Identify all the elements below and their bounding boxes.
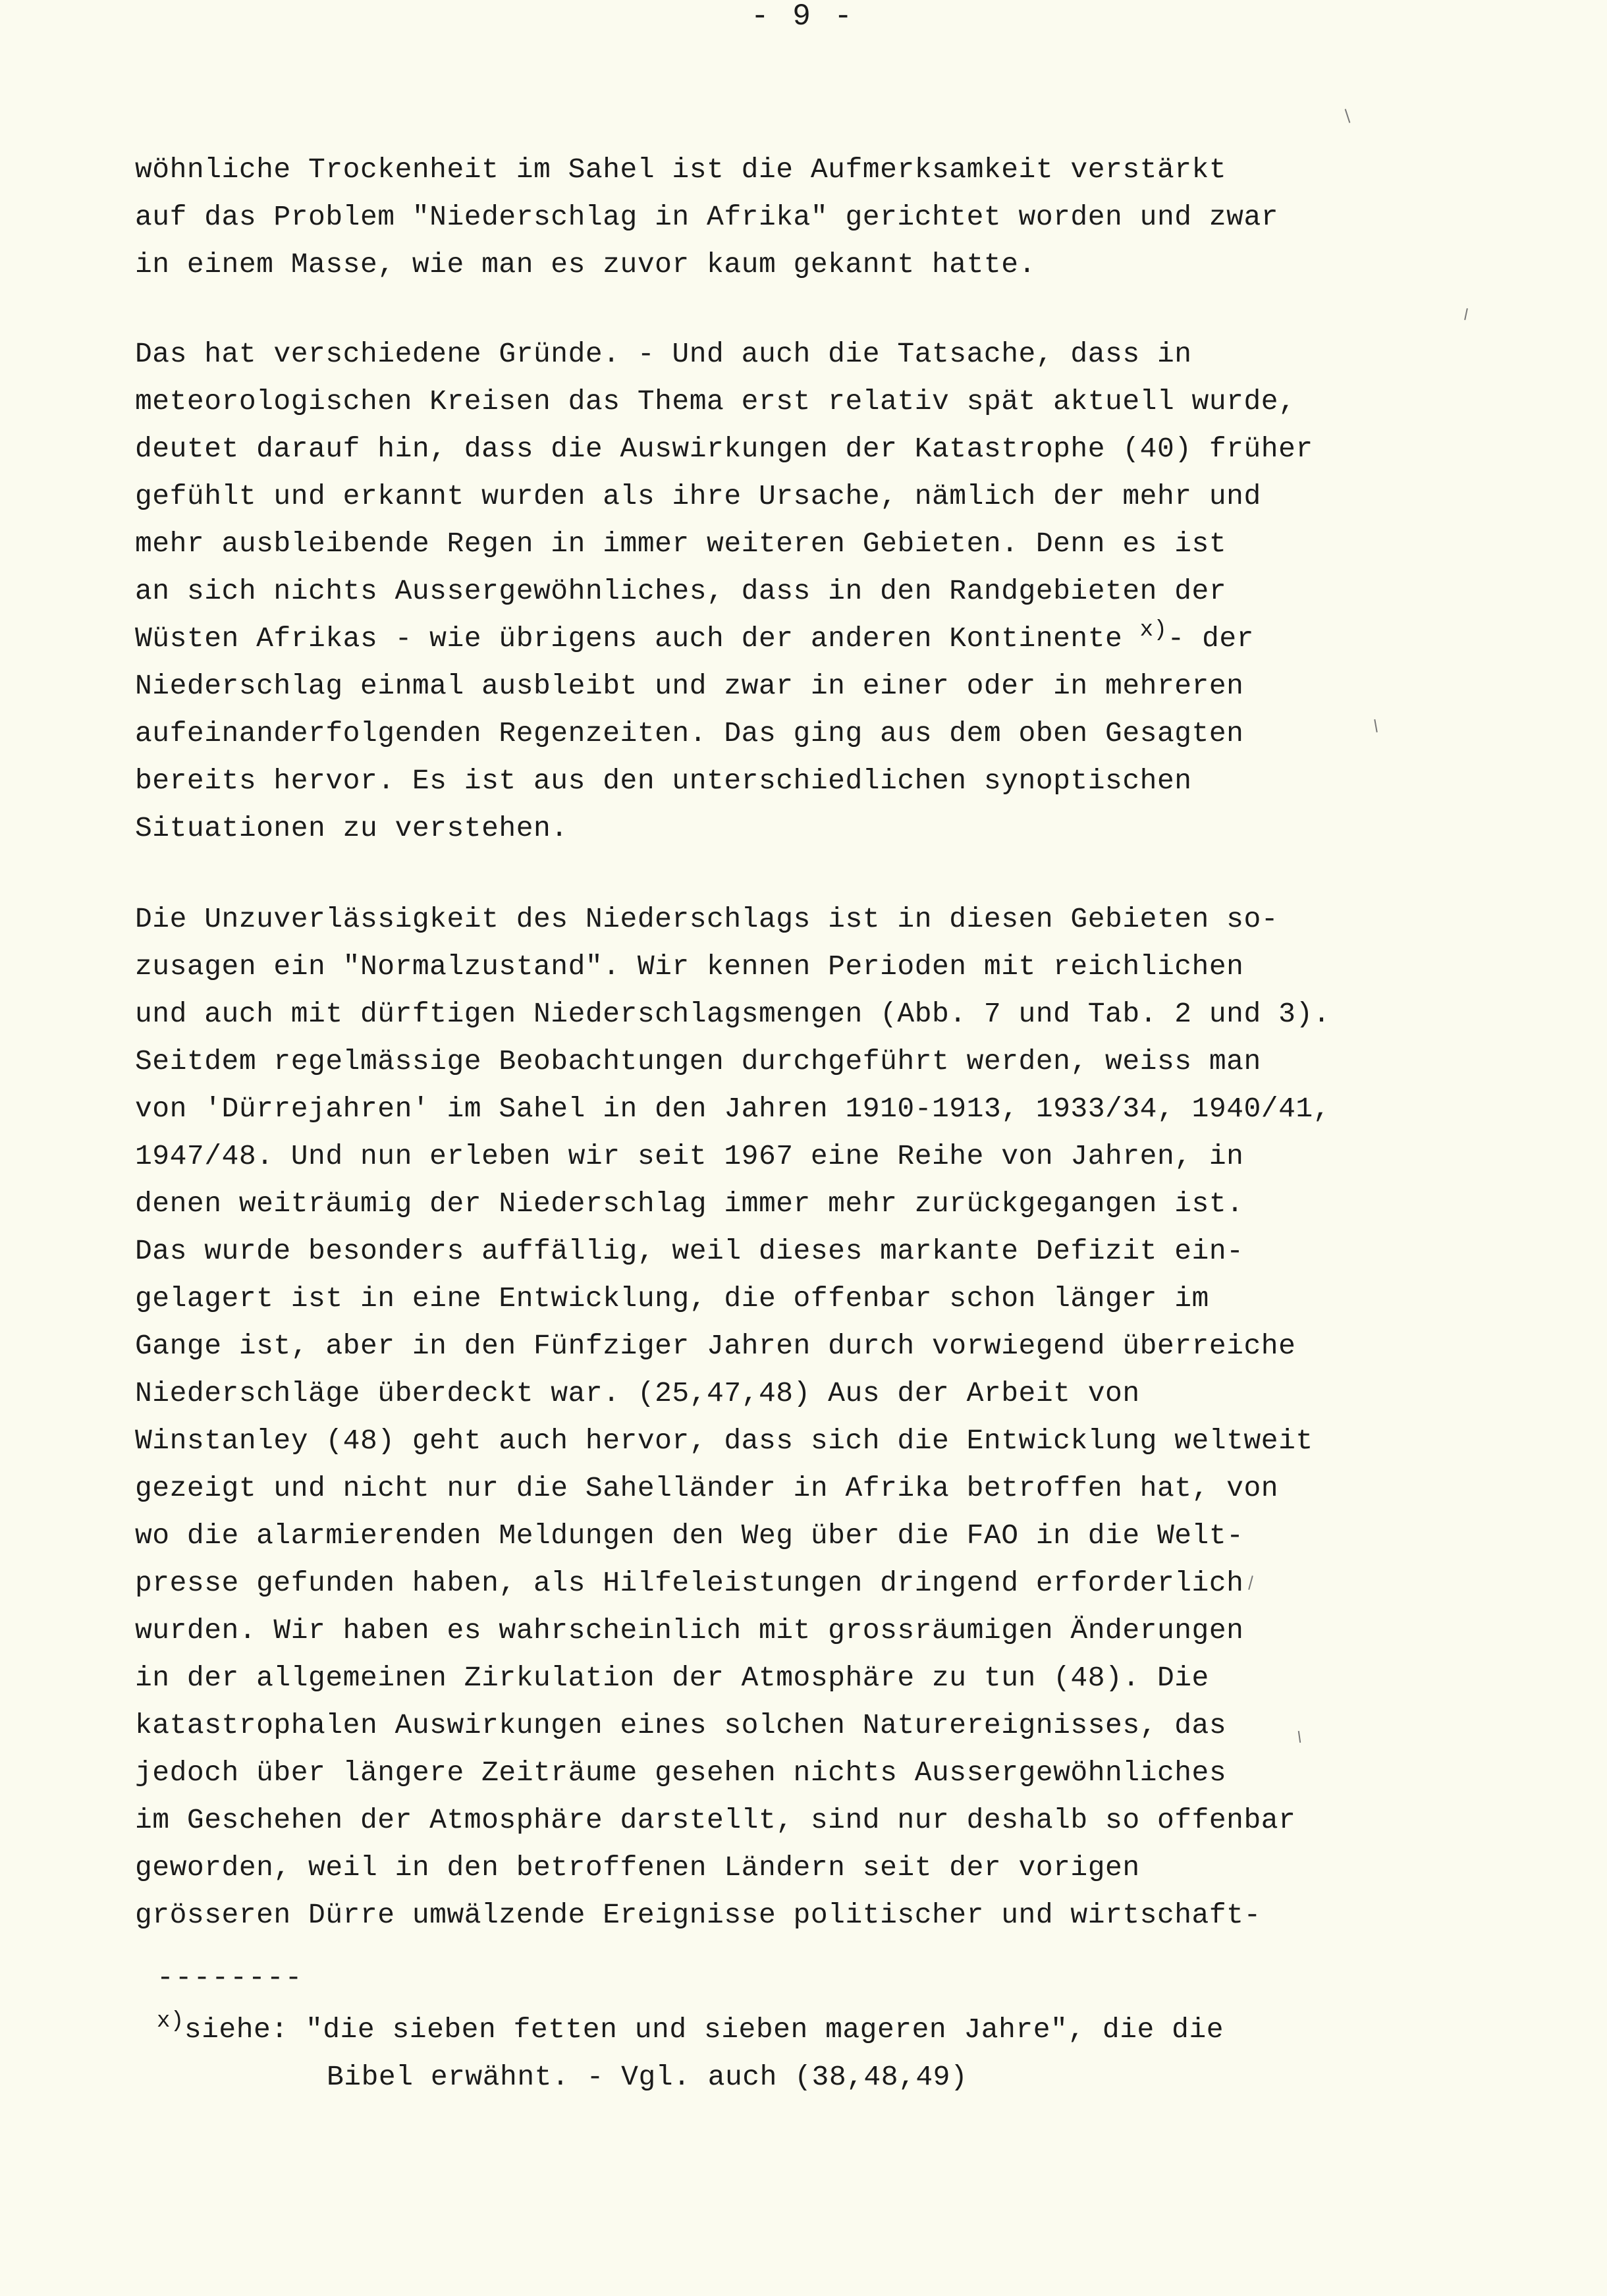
text-line: von 'Dürrejahren' im Sahel in den Jahren 1910-1913, 1933/34, 1940/41, <box>135 1093 1330 1125</box>
text-line: Seitdem regelmässige Beobachtungen durchgeführt werden, weiss man <box>135 1045 1261 1078</box>
paragraph-1 <box>135 146 1485 288</box>
paragraph-3 <box>135 896 1485 1939</box>
page-number: - 9 - <box>751 0 856 34</box>
text-line: gefühlt und erkannt wurden als ihre Ursache, nämlich der mehr und <box>135 480 1261 512</box>
text-line: auf das Problem "Niederschlag in Afrika" gerichtet worden und zwar <box>135 201 1279 233</box>
text-line: zusagen ein "Normalzustand". Wir kennen Perioden mit reichlichen <box>135 950 1244 983</box>
text-line: geworden, weil in den betroffenen Ländern seit der vorigen <box>135 1851 1140 1884</box>
text-line: Niederschläge überdeckt war. (25,47,48) Aus der Arbeit von <box>135 1377 1140 1409</box>
footnote-line <box>157 2006 1408 2054</box>
text-line: wöhnliche Trockenheit im Sahel ist die Aufmerksamkeit verstärkt <box>135 153 1227 186</box>
text-line: presse gefunden haben, als Hilfeleistungen dringend erforderlich <box>135 1567 1244 1599</box>
text-line: im Geschehen der Atmosphäre darstellt, sind nur deshalb so offenbar <box>135 1804 1296 1836</box>
scan-mark <box>1464 308 1468 320</box>
text-line: 1947/48. Und nun erleben wir seit 1967 eine Reihe von Jahren, in <box>135 1140 1244 1172</box>
text-line: Das hat verschiedene Gründe. - Und auch die Tatsache, dass in <box>135 338 1192 370</box>
text-line: meteorologischen Kreisen das Thema erst relativ spät aktuell wurde, <box>135 385 1296 418</box>
text-line: deutet darauf hin, dass die Auswirkungen der Katastrophe (40) früher <box>135 433 1313 465</box>
text-line: bereits hervor. Es ist aus den unterschiedlichen synoptischen <box>135 765 1192 797</box>
text-line: aufeinanderfolgenden Regenzeiten. Das ging aus dem oben Gesagten <box>135 717 1244 750</box>
text-line: Niederschlag einmal ausbleibt und zwar in einer oder in mehreren <box>135 670 1244 702</box>
text-line: Winstanley (48) geht auch hervor, dass sich die Entwicklung weltweit <box>135 1425 1313 1457</box>
text-segment: - der <box>1167 622 1254 655</box>
text-line: an sich nichts Aussergewöhnliches, dass in den Randgebieten der <box>135 575 1227 607</box>
footnote-separator: -------- <box>157 1961 304 1994</box>
text-line: in einem Masse, wie man es zuvor kaum gekannt hatte. <box>135 248 1036 281</box>
text-line: katastrophalen Auswirkungen eines solchen Naturereignisses, das <box>135 1709 1227 1741</box>
text-line: wo die alarmierenden Meldungen den Weg über die FAO in die Welt- <box>135 1519 1244 1552</box>
text-line: in der allgemeinen Zirkulation der Atmosphäre zu tun (48). Die <box>135 1662 1209 1694</box>
text-line: und auch mit dürftigen Niederschlagsmengen (Abb. 7 und Tab. 2 und 3). <box>135 998 1330 1030</box>
text-line: denen weiträumig der Niederschlag immer mehr zurückgegangen ist. <box>135 1188 1244 1220</box>
text-line: Situationen zu verstehen. <box>135 812 568 844</box>
footnote-marker: x) <box>1139 618 1168 643</box>
text-line: gezeigt und nicht nur die Sahelländer in Afrika betroffen hat, von <box>135 1472 1279 1504</box>
footnote-line: Bibel erwähnt. - Vgl. auch (38,48,49) <box>327 2061 968 2093</box>
footnote-text: siehe: "die sieben fetten und sieben mageren Jahre", die die <box>184 2013 1224 2046</box>
text-line: mehr ausbleibende Regen in immer weiteren Gebieten. Denn es ist <box>135 528 1227 560</box>
text-line: jedoch über längere Zeiträume gesehen nichts Aussergewöhnliches <box>135 1757 1227 1789</box>
text-segment: Wüsten Afrikas - wie übrigens auch der anderen Kontinente <box>135 622 1140 655</box>
text-line: Die Unzuverlässigkeit des Niederschlags ist in diesen Gebieten so- <box>135 903 1279 935</box>
text-line: Gange ist, aber in den Fünfziger Jahren durch vorwiegend überreiche <box>135 1330 1296 1362</box>
text-line: wurden. Wir haben es wahrscheinlich mit grossräumigen Änderungen <box>135 1614 1244 1647</box>
text-line: Das wurde besonders auffällig, weil dieses markante Defizit ein- <box>135 1235 1244 1267</box>
scan-mark <box>1345 109 1351 123</box>
footnote-marker: x) <box>157 2009 184 2034</box>
text-line: gelagert ist in eine Entwicklung, die offenbar schon länger im <box>135 1282 1209 1315</box>
paragraph-2 <box>135 331 1485 852</box>
footnote <box>157 2006 1408 2101</box>
text-line-with-footnote-marker <box>135 615 1485 663</box>
text-line: grösseren Dürre umwälzende Ereignisse politischer und wirtschaft- <box>135 1899 1261 1931</box>
